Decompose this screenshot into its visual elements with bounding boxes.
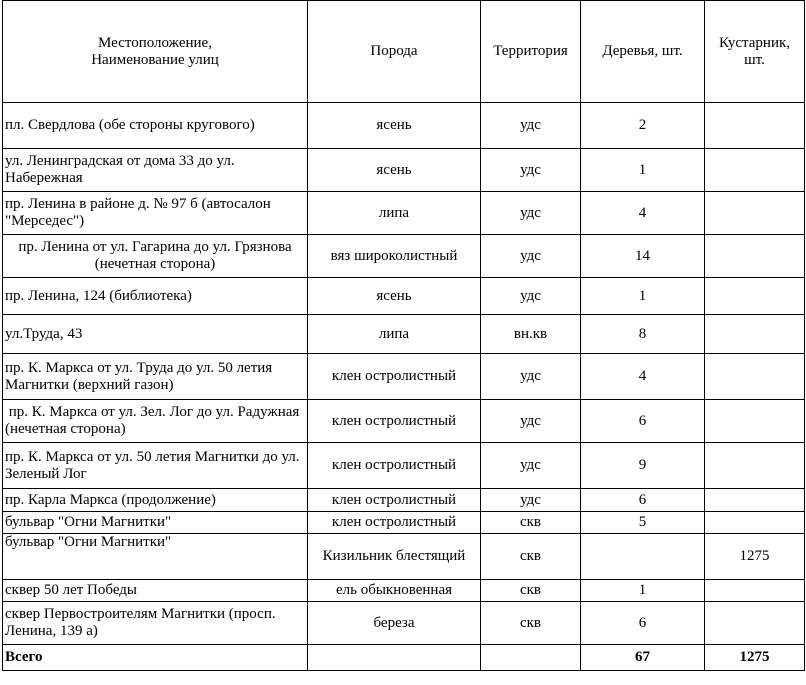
cell-breed: клен остролистный: [308, 400, 481, 443]
cell-territory: скв: [481, 580, 581, 602]
table-row: [3, 512, 805, 534]
cell-location: [3, 400, 308, 443]
cell-location: пр. Ленина в районе д. № 97 б (автосалон "Мерседес"): [3, 192, 308, 235]
cell-territory: скв: [481, 534, 581, 580]
cell-shrubs: [705, 315, 805, 354]
table-row: [3, 235, 805, 278]
cell-breed: ясень: [308, 278, 481, 315]
cell-location: сквер Первостроителям Магнитки (просп. Ленина, 139 а): [3, 602, 308, 645]
cell-territory: скв: [481, 512, 581, 534]
cell-location: бульвар "Огни Магнитки": [3, 534, 308, 580]
total-label: Всего: [3, 645, 308, 671]
cell-trees: 1: [581, 580, 705, 602]
cell-location: пр. Ленина, 124 (библиотека): [3, 278, 308, 315]
table-row: [3, 443, 805, 489]
cell-territory: удс: [481, 103, 581, 149]
cell-breed: липа: [308, 315, 481, 354]
cell-territory: удс: [481, 354, 581, 400]
cell-trees: [581, 534, 705, 580]
cell-territory: удс: [481, 489, 581, 512]
cell-location: пр. К. Маркса от ул. 50 летия Магнитки до ул. Зеленый Лог: [3, 443, 308, 489]
cell-trees: 4: [581, 354, 705, 400]
cell-location: ул. Ленинградская от дома 33 до ул. Набережная: [3, 149, 308, 192]
cell-location: ул.Труда, 43: [3, 315, 308, 354]
cell-breed: клен остролистный: [308, 489, 481, 512]
cell-location: пр. К. Маркса от ул. Труда до ул. 50 летия Магнитки (верхний газон): [3, 354, 308, 400]
table-row: [3, 489, 805, 512]
table-row: [3, 103, 805, 149]
table-row: [3, 315, 805, 354]
cell-territory: удс: [481, 235, 581, 278]
total-territory-empty: [481, 645, 581, 671]
cell-territory: вн.кв: [481, 315, 581, 354]
cell-location: пл. Свердлова (обе стороны кругового): [3, 103, 308, 149]
cell-breed: ясень: [308, 149, 481, 192]
table-row: [3, 400, 805, 443]
header-row: [3, 1, 805, 103]
cell-territory: удс: [481, 192, 581, 235]
header-breed: Порода: [308, 1, 481, 103]
cell-trees: 4: [581, 192, 705, 235]
cell-breed: ясень: [308, 103, 481, 149]
table-row: [3, 534, 805, 580]
cell-shrubs: [705, 149, 805, 192]
cell-location-text: пр. К. Маркса от ул. Зел. Лог до ул. Радужная (нечетная сторона): [5, 404, 304, 437]
header-shrubs: Кустарник, шт.: [705, 1, 805, 103]
total-breed-empty: [308, 645, 481, 671]
cell-shrubs: [705, 602, 805, 645]
cell-breed: вяз широколистный: [308, 235, 481, 278]
cell-breed: клен остролистный: [308, 354, 481, 400]
table-row: [3, 602, 805, 645]
cell-shrubs: [705, 192, 805, 235]
cell-shrubs: [705, 278, 805, 315]
total-trees: 67: [581, 645, 705, 671]
header-territory: Территория: [481, 1, 581, 103]
cell-shrubs: [705, 580, 805, 602]
table-row: [3, 149, 805, 192]
cell-territory: удс: [481, 400, 581, 443]
cell-breed: Кизильник блестящий: [308, 534, 481, 580]
cell-location: пр. Карла Маркса (продолжение): [3, 489, 308, 512]
cell-breed: липа: [308, 192, 481, 235]
cell-trees: 5: [581, 512, 705, 534]
total-shrubs: 1275: [705, 645, 805, 671]
cell-breed: клен остролистный: [308, 512, 481, 534]
cell-breed: клен остролистный: [308, 443, 481, 489]
cell-shrubs: [705, 400, 805, 443]
cell-shrubs: [705, 235, 805, 278]
cell-territory: удс: [481, 278, 581, 315]
cell-shrubs: 1275: [705, 534, 805, 580]
cell-breed: береза: [308, 602, 481, 645]
cell-trees: 9: [581, 443, 705, 489]
cell-shrubs: [705, 489, 805, 512]
table-row: [3, 354, 805, 400]
cell-trees: 1: [581, 278, 705, 315]
header-location: Местоположение, Наименование улиц: [3, 1, 308, 103]
cell-trees: 8: [581, 315, 705, 354]
cell-breed: ель обыкновенная: [308, 580, 481, 602]
total-row: [3, 645, 805, 671]
header-trees: Деревья, шт.: [581, 1, 705, 103]
cell-trees: 6: [581, 489, 705, 512]
cell-territory: скв: [481, 602, 581, 645]
cell-shrubs: [705, 103, 805, 149]
cell-territory: удс: [481, 443, 581, 489]
cell-location: бульвар "Огни Магнитки": [3, 512, 308, 534]
table-row: [3, 580, 805, 602]
cell-shrubs: [705, 354, 805, 400]
cell-trees: 1: [581, 149, 705, 192]
table-row: [3, 278, 805, 315]
cell-trees: 2: [581, 103, 705, 149]
planting-table: [2, 0, 805, 671]
cell-trees: 6: [581, 400, 705, 443]
cell-territory: удс: [481, 149, 581, 192]
cell-trees: 6: [581, 602, 705, 645]
cell-shrubs: [705, 512, 805, 534]
cell-location: сквер 50 лет Победы: [3, 580, 308, 602]
cell-location: пр. Ленина от ул. Гагарина до ул. Грязнова (нечетная сторона): [3, 235, 308, 278]
cell-shrubs: [705, 443, 805, 489]
cell-trees: 14: [581, 235, 705, 278]
table-row: [3, 192, 805, 235]
